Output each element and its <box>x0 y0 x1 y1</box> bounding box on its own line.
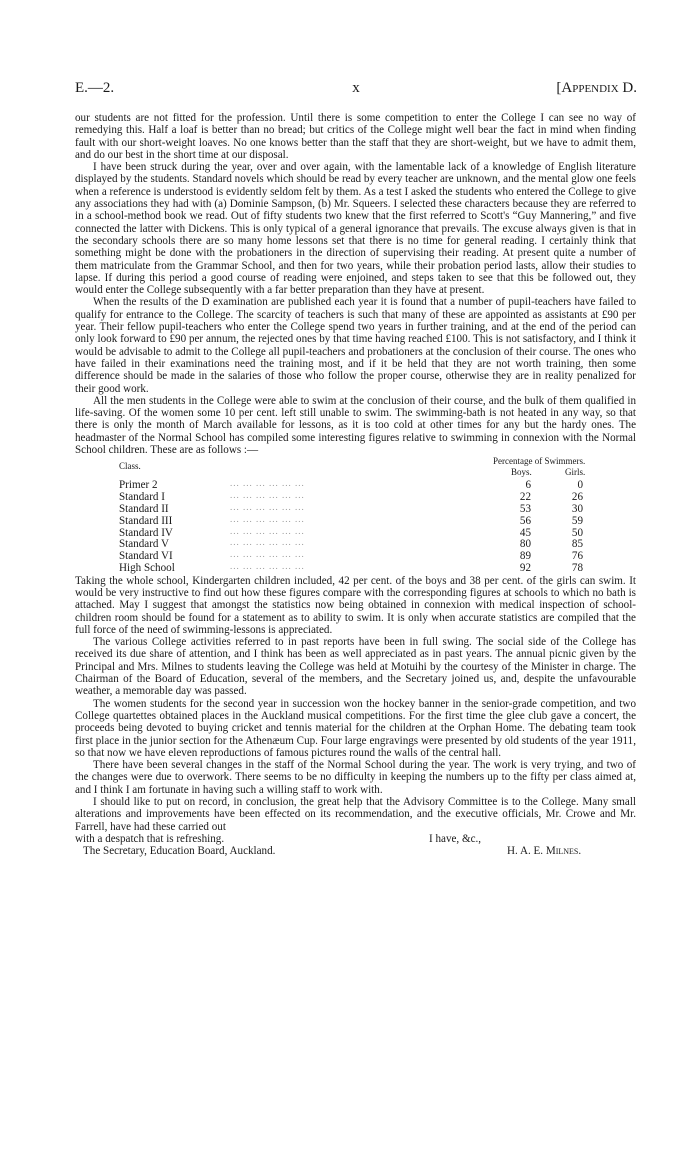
column-percentage: Percentage of Swimmers. <box>493 456 586 467</box>
row-girls: 50 <box>571 526 583 539</box>
row-boys: 56 <box>519 514 531 527</box>
row-girls: 30 <box>571 502 583 515</box>
row-class: High School <box>119 561 175 574</box>
dot-leader: ... ... ... ... ... ... <box>230 501 305 512</box>
row-girls: 26 <box>571 491 583 504</box>
row-boys: 6 <box>525 479 531 492</box>
addressee: The Secretary, Education Board, Auckland. <box>83 845 276 858</box>
swimming-table <box>75 456 636 574</box>
report-code: E.—2. <box>75 80 115 96</box>
appendix-label: [Appendix D. <box>556 80 637 96</box>
table-row <box>75 560 636 575</box>
paragraph: Taking the whole school, Kindergarten children included, 42 per cent. of the boys and 38 per cent. of the girls can swim. It would be very instructive to find out how these figures compare with the corresponding figures at schools to which no bath is attached. May I suggest that amongst the statistics now being obtained in connexion with medical inspection of school-children room should be found for a statement as to ability to swim. It is only when accurate statistics are compiled that the full force of the need of swimming-lessons is appreciated. <box>75 574 636 636</box>
row-class: Standard I <box>119 491 165 504</box>
row-boys: 22 <box>519 491 531 504</box>
row-class: Standard VI <box>119 550 173 563</box>
closing-text: with a despatch that is refreshing. <box>75 832 225 845</box>
dot-leader: ... ... ... ... ... ... <box>230 525 305 536</box>
paragraph: The various College activities referred to in past reports have been in full swing. The social side of the College has received its due share of attention, and I think has been as well appreciated as in past years. The annual picnic given by the Principal and Mrs. Milnes to students leaving the College was held at Motuihi by the courtesy of the Minister in charge. The Chairman of the Board of Education, several of the members, and the Secretary joined us, and, despite the unfavourable weather, a memorable day was passed. <box>75 636 636 698</box>
row-boys: 89 <box>519 550 531 563</box>
row-class: Primer 2 <box>119 479 158 492</box>
row-boys: 92 <box>519 561 531 574</box>
paragraph: When the results of the D examination are published each year it is found that a number of pupil-teachers have failed to qualify for entrance to the College. The scarcity of teachers is such that many of these are appointed as assistants at £90 per year. Their fellow pupil-teachers who enter the College spend two years in further training, and at the end of the period can only look forward to £90 per annum, the rejected ones by that time having reached £100. This is not satisfactory, and I think it would be advisable to admit to the College all pupil-teachers and probationers at the conclusion of their course. The ones who have failed in their examinations need the training most, and if it be held that they are not worth training, then some difference should be made in the salaries of those who follow the proper course, otherwise they are in reality penalized for their good work. <box>75 296 636 395</box>
row-girls: 78 <box>571 561 583 574</box>
row-class: Standard II <box>119 502 169 515</box>
body-text <box>75 112 636 858</box>
dot-leader: ... ... ... ... ... ... <box>230 537 305 548</box>
row-class: Standard III <box>119 514 173 527</box>
signature: H. A. E. Milnes. <box>507 845 582 858</box>
table-header <box>75 456 636 480</box>
row-class: Standard V <box>119 538 170 551</box>
table-row <box>75 513 636 528</box>
column-girls: Girls. <box>565 467 586 478</box>
table-row <box>75 501 636 516</box>
paragraph: The women students for the second year in succession won the hockey banner in the senior-grade competition, and two College quartettes obtained places in the Auckland musical competitions. For the first time the glee club gave a concert, the proceeds being devoted to buying cricket and tennis material for the children at the Orphan Home. The debating team took first place in the junior section for the Athenæum Cup. Four large engravings were presented by old students of the year 1911, so that now we have eleven reproductions of famous pictures round the walls of the central hall. <box>75 697 636 759</box>
dot-leader: ... ... ... ... ... ... <box>230 549 305 560</box>
page-number: x <box>352 80 360 96</box>
dot-leader: ... ... ... ... ... ... <box>230 560 305 571</box>
paragraph: There have been several changes in the staff of the Normal School during the year. The work is very trying, and two of the changes were due to overwork. There seems to be no difficulty in keeping the numbers up to the fifty per class aimed at, and I think I am fortunate in having such a willing staff to work with. <box>75 759 636 796</box>
paragraph: I should like to put on record, in conclusion, the great help that the Advisory Committee is to the College. Many small alterations and improvements have been effected on its recommendation, and the executive officials, Mr. Crowe and Mr. Farrell, have had these carried out <box>75 796 636 833</box>
row-girls: 0 <box>577 479 583 492</box>
dot-leader: ... ... ... ... ... ... <box>230 513 305 524</box>
row-girls: 59 <box>571 514 583 527</box>
column-class: Class. <box>119 461 141 472</box>
row-boys: 53 <box>519 502 531 515</box>
paragraph: I have been struck during the year, over and over again, with the lamentable lack of a knowledge of English literature displayed by the students. Standard novels which should be read by every teacher are unknown, and the mental glow one feels when a reference is understood is evidently seldom felt by them. As a test I asked the students who entered the College to give any associations they had with (a) Dominie Sampson, (b) Mr. Squeers. I selected these characters because they are referred to in a school-method book we read. Out of fifty students two knew that the first referred to Scott's “Guy Mannering,” and five connected the latter with Dickens. This is only typical of a general ignorance that prevails. The excuse always given is that in the secondary schools there are so many home lessons set that there is no time for general reading. I certainly think that something might be done with the probationers in the direction of supervising their reading. At present quite a number of them matriculate from the Grammar School, and then for two years, while their probation period lasts, allow their studies to lapse. If during this period a good course of reading were enjoined, and steps taken to see that this be followed out, they would enter the College subsequently with a far better preparation than they have at present. <box>75 161 636 297</box>
closing-block <box>75 833 636 858</box>
row-girls: 85 <box>571 538 583 551</box>
dot-leader: ... ... ... ... ... ... <box>230 490 305 501</box>
row-class: Standard IV <box>119 526 173 539</box>
row-girls: 76 <box>571 550 583 563</box>
page-header <box>75 80 637 102</box>
dot-leader: ... ... ... ... ... ... <box>230 478 305 489</box>
paragraph: All the men students in the College were able to swim at the conclusion of their course, and the bulk of them qualified in life-saving. Of the women some 10 per cent. left still unable to swim. The swimming-bath is not heated in any way, so that there is only the month of March available for lessons, as it is too cold at other times for any but the hardy ones. The headmaster of the Normal School has compiled some interesting figures relative to swimming in connexion with the Normal School children. These are as follows :— <box>75 394 636 457</box>
column-boys: Boys. <box>511 467 532 478</box>
row-boys: 80 <box>519 538 531 551</box>
paragraph: our students are not fitted for the profession. Until there is some competition to enter the College I can see no way of remedying this. Half a loaf is better than no bread; but critics of the College might well bear the fact in mind when finding fault with our short-weight loaves. No one knows better than the staff that they are short-weight, but we have to admit them, and do our best in the short time at our disposal. <box>75 112 636 161</box>
row-boys: 45 <box>519 526 531 539</box>
salutation: I have, &c., <box>429 832 482 845</box>
